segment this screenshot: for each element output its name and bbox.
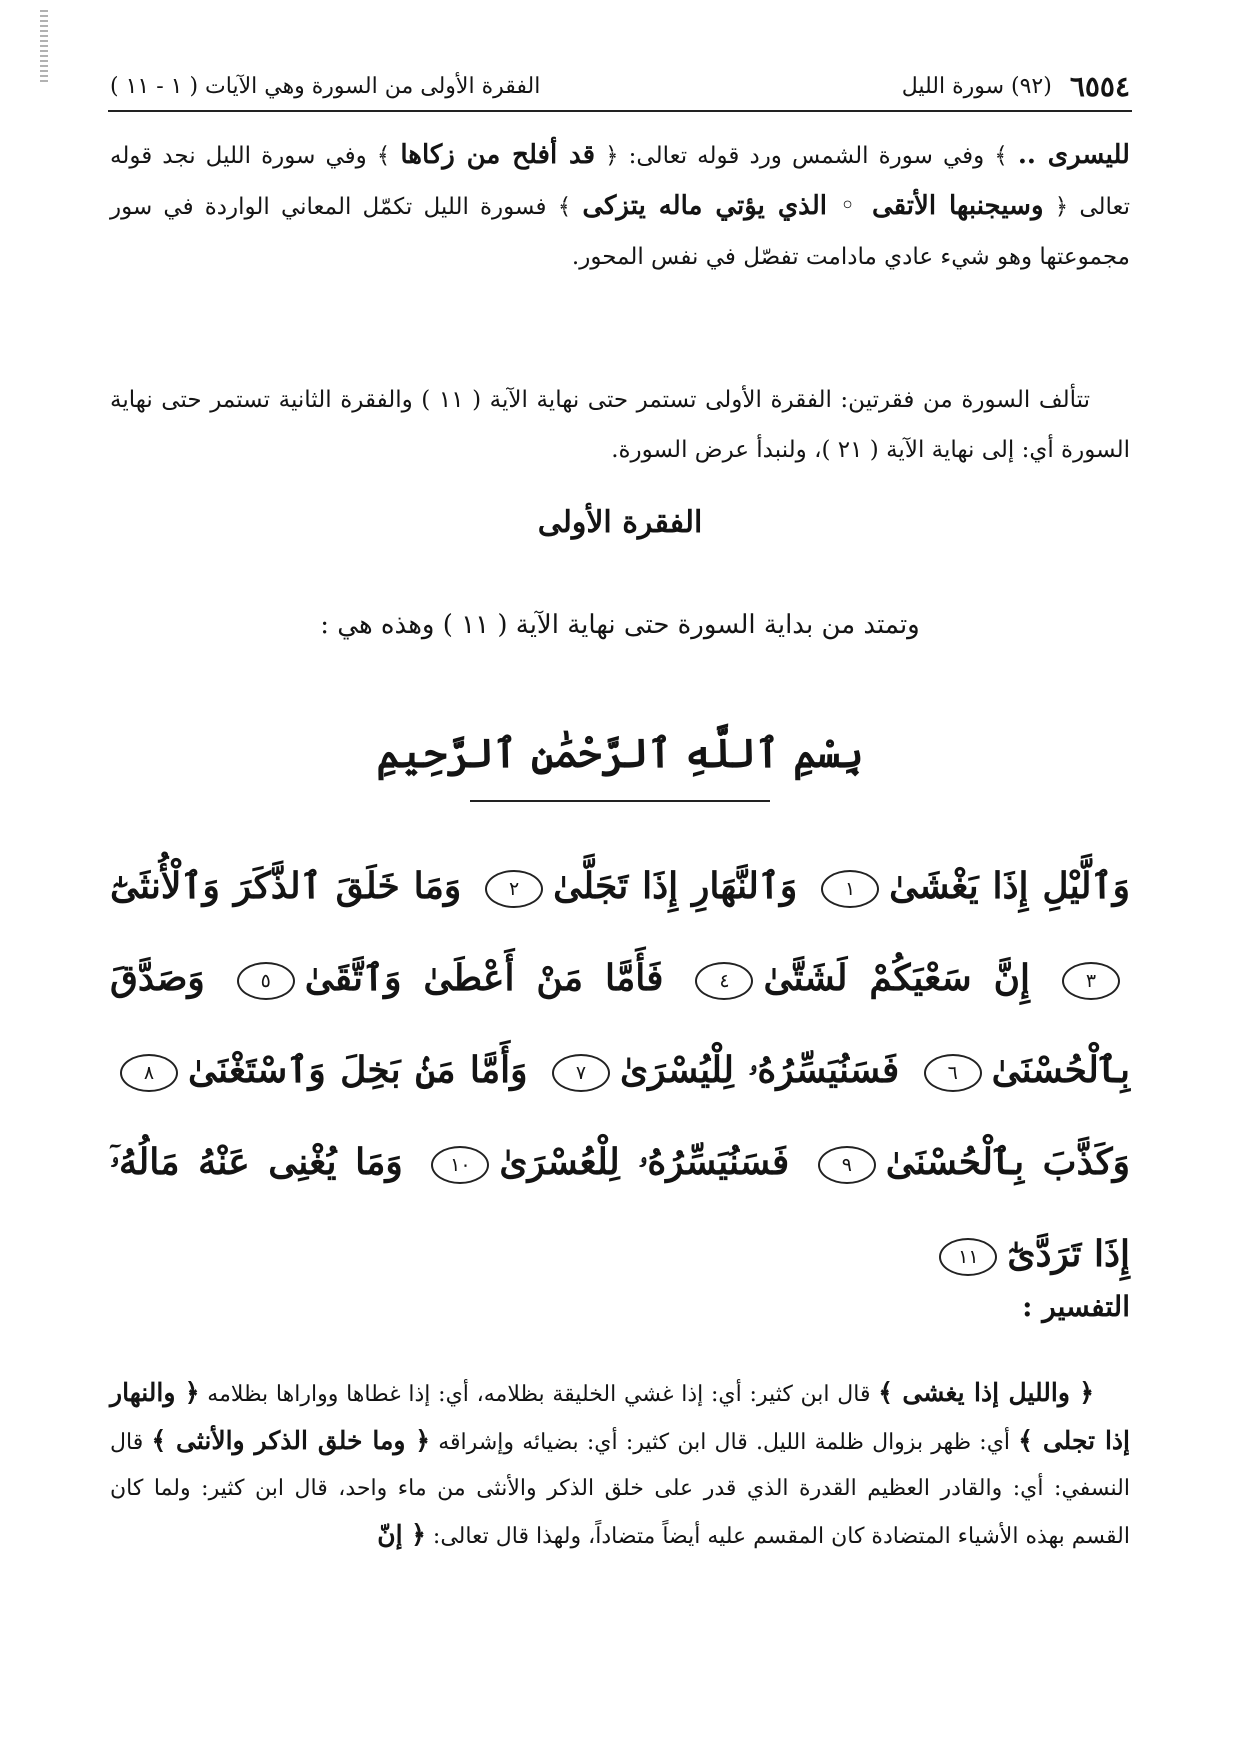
tafsir-text-2: أي: ظهر بزوال ظلمة الليل. قال ابن كثير: أي: بضيائه وإشراقه [438,1430,1011,1455]
scan-edge-marks [40,10,48,82]
page-number: ٦٥٥٤ [1069,69,1130,103]
tafsir-quote-2: ﴿ والنهار إذا تجلى ﴾ [110,1378,1130,1455]
tafsir-heading: التفسير : [1022,1290,1130,1323]
verse-text: فَسَنُيَسِّرُهُۥ لِلْعُسْرَىٰ [499,1141,790,1183]
ayah-number-marker: ٦ [924,1054,982,1092]
ayah-number-marker: ٩ [818,1146,876,1184]
tafsir-text-3: قال النسفي: أي: والقادر العظيم القدرة الذي قدر على خلق الذكر والأنثى من ماء واحد، قال ابن كثير: ولما كان القسم بهذه الأشياء المتضادة كان المقسم عليه أيضاً متضاداً، ولهذا قال تعالى: [110,1430,1130,1549]
ayah-number-marker: ١ [821,870,879,908]
header-right [902,70,1130,103]
verse-text: وَصَدَّقَ بِٱلْحُسْنَىٰ [110,957,1130,1091]
verse-text: فَأَمَّا مَنْ أَعْطَىٰ وَٱتَّقَىٰ [304,957,664,999]
ayah-number-marker: ٢ [485,870,543,908]
quote-layl: وسيجنبها الأتقى ◦ الذي يؤتي ماله يتزكى [582,191,1044,221]
verse-text: وَكَذَّبَ بِٱلْحُسْنَىٰ [885,1141,1130,1183]
structure-paragraph: تتألف السورة من فقرتين: الفقرة الأولى تستمر حتى نهاية الآية ( ١١ ) والفقرة الثانية تستمر حتى نهاية السورة أي: إلى نهاية الآية ( ٢١ )، ولنبدأ عرض السورة. [110,387,1130,463]
ayah-number-marker: ٧ [552,1054,610,1092]
intro-text-3: ﴾ فسورة الليل تكمّل المعاني الواردة في سور مجموعتها وهو شيء عادي مادامت تفصّل في نفس المحور. [110,194,1130,270]
intro-text-2: ﴾ وفي سورة الليل نجد قوله تعالى ﴿ [110,143,1131,220]
verse-text: فَسَنُيَسِّرُهُۥ لِلْيُسْرَىٰ [620,1049,900,1091]
section-span-text: وتمتد من بداية السورة حتى نهاية الآية ( ١١ ) وهذه هي : [320,610,920,640]
section-heading: الفقرة الأولى [537,505,703,540]
tafsir-text-1: قال ابن كثير: أي: إذا غشي الخليقة بظلامه، أي: إذا غطاها وواراها بظلامه [207,1382,871,1407]
tafsir-quote-4: ﴿ إنّ [377,1520,426,1549]
quote-shams: قد أفلح من زكاها [400,140,596,170]
ayah-number-marker: ٤ [695,962,753,1000]
intro-text-1: ﴾ وفي سورة الشمس ورد قوله تعالى: ﴿ [605,143,1008,169]
ayah-number-marker: ٨ [120,1054,178,1092]
basmala-underline [470,800,770,802]
verse-text: وَٱلنَّهَارِ إِذَا تَجَلَّىٰ [553,865,798,907]
surah-reference: (٩٢) سورة الليل [901,73,1052,99]
ayah-number-marker: ٣ [1062,962,1120,1000]
header-divider [108,110,1132,112]
intro-word: لليسرى .. [1017,140,1130,170]
ayah-number-marker: ١٠ [431,1146,489,1184]
verse-text: وَأَمَّا مَنۢ بَخِلَ وَٱسْتَغْنَىٰ [188,1049,528,1091]
verse-text: وَمَا خَلَقَ ٱلذَّكَرَ وَٱلْأُنثَىٰٓ [110,865,462,907]
basmala: بِسْمِ ٱللَّهِ ٱلرَّحْمَٰنِ ٱلرَّحِيمِ [376,730,864,777]
ayah-number-marker: ١١ [939,1238,997,1276]
section-reference: الفقرة الأولى من السورة وهي الآيات ( ١ - ١١ ) [110,73,541,99]
tafsir-quote-1: ﴿ والليل إذا يغشى ﴾ [878,1378,1095,1407]
ayah-number-marker: ٥ [237,962,295,1000]
intro-paragraph [110,130,1130,282]
tafsir-quote-3: ﴿ وما خلق الذكر والأنثى ﴾ [151,1426,431,1455]
quran-verses [110,840,1130,1300]
running-header [110,66,1130,106]
verse-text: وَٱلَّيْلِ إِذَا يَغْشَىٰ [889,865,1130,907]
verse-text: وَمَا يُغْنِى عَنْهُ مَالُهُۥٓ إِذَا تَرَدَّىٰٓ [110,1141,1130,1275]
tafsir-paragraph [110,1370,1130,1560]
verse-text: إِنَّ سَعْيَكُمْ لَشَتَّىٰ [763,957,1031,999]
